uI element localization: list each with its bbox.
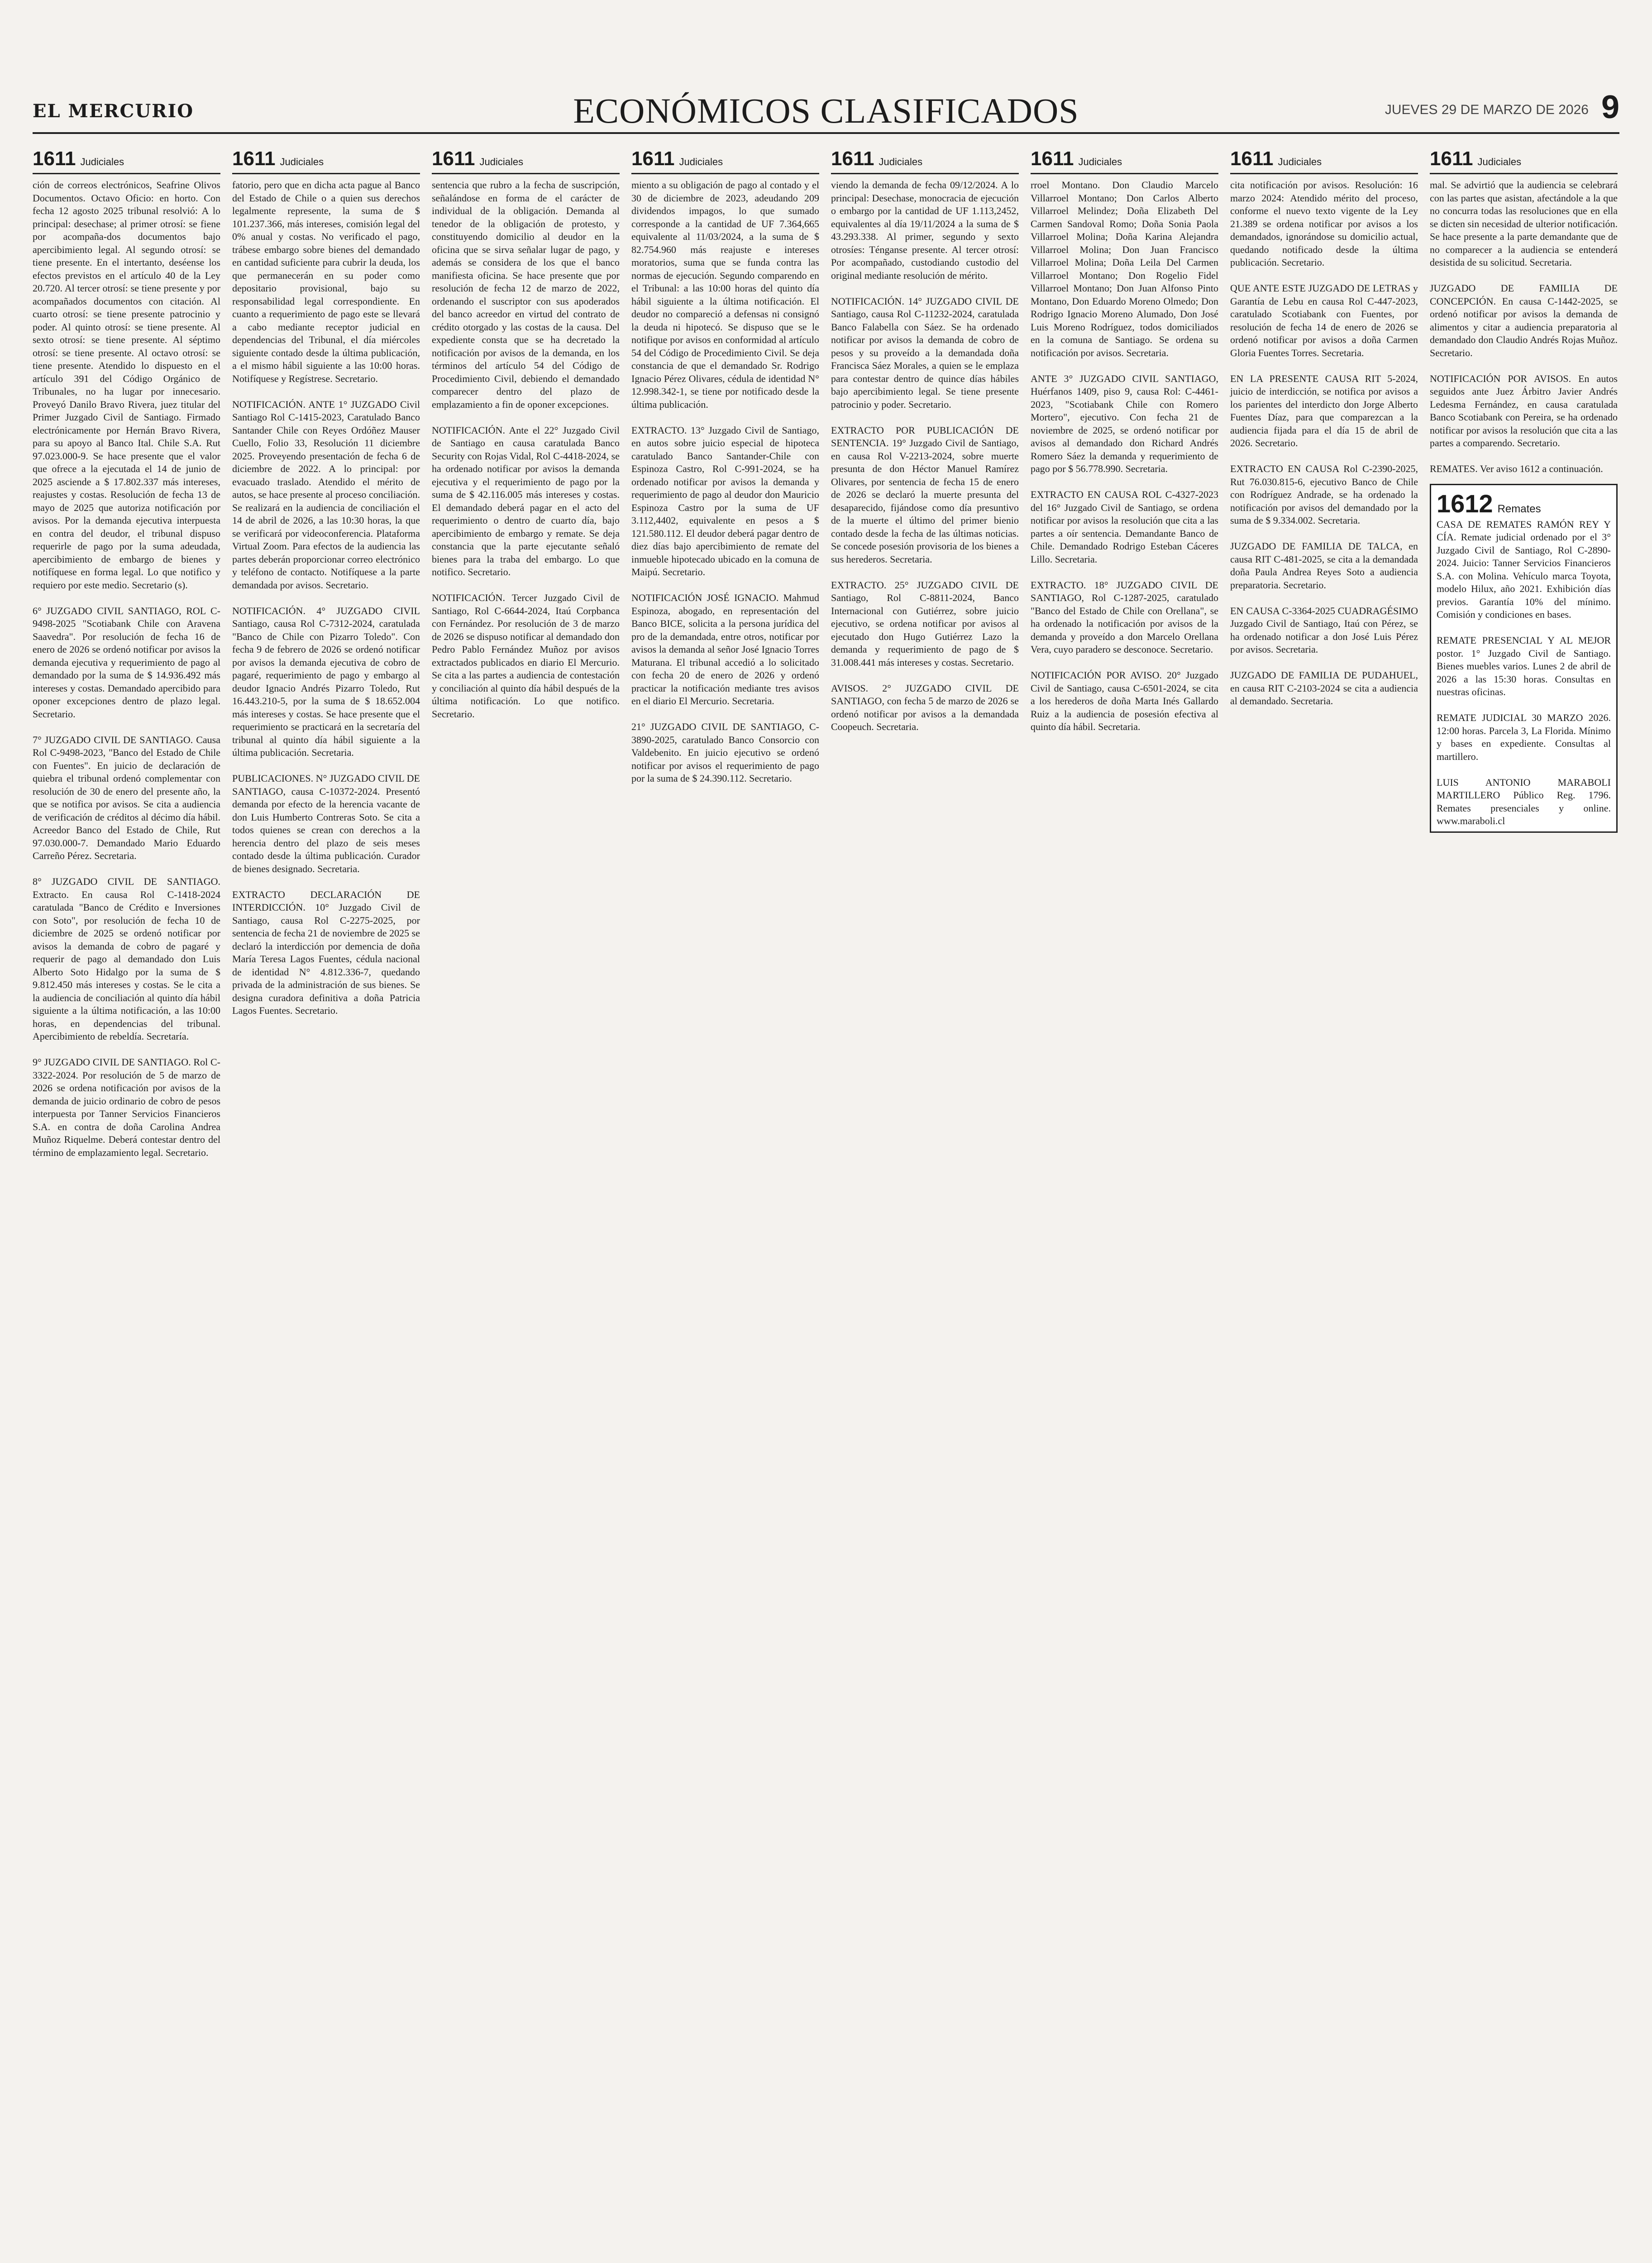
category-label: Judiciales xyxy=(479,156,524,167)
category-code: 1611 xyxy=(631,148,675,170)
column-header xyxy=(631,148,819,174)
category-label: Judiciales xyxy=(1278,156,1322,167)
section-title: ECONÓMICOS CLASIFICADOS xyxy=(573,91,1079,130)
remates-label: Remates xyxy=(1497,502,1541,515)
column-4 xyxy=(631,148,819,2263)
column-text: mal. Se advirtió que la audiencia se celebrará con las partes que asistan, afectándole a la que no concurra todas las resoluciones que en ella se dicten sin necesidad de ulterior notificación. Se hace presente a la parte demandante que de no comparecer a la audiencia se entenderá desistida de su solicitud. Secretaria. JUZGADO DE FAMILIA DE CONCEPCIÓN. En causa C-1442-2025, se ordenó notificar por avisos la demanda de alimentos y citar a audiencia preparatoria al demandado don Claudio Andrés Rojas Muñoz. Secretario. NOTIFICACIÓN POR AVISOS. En autos seguidos ante Juez Árbitro Javier Andrés Ledesma Fernández, en causa caratulada Banco Scotiabank con Pereira, se ha ordenado notificar por avisos la resolución que cita a las partes a comparendo. Secretario. REMATES. Ver aviso 1612 a continuación. xyxy=(1430,179,1618,474)
category-code: 1611 xyxy=(432,148,475,170)
category-code: 1611 xyxy=(1031,148,1074,170)
page-number: 9 xyxy=(1601,89,1619,125)
remates-box xyxy=(1430,484,1618,833)
column-header xyxy=(1230,148,1418,174)
column-header xyxy=(232,148,420,174)
category-code: 1611 xyxy=(1430,148,1473,170)
category-code: 1611 xyxy=(831,148,874,170)
page-header xyxy=(0,0,1652,136)
category-code: 1611 xyxy=(1230,148,1274,170)
remates-header xyxy=(1437,489,1611,518)
issue-date: JUEVES 29 DE MARZO DE 2026 xyxy=(1385,102,1589,117)
column-text: cita notificación por avisos. Resolución: 16 marzo 2024: Atendido mérito del proceso, conforme el nuevo texto vigente de la Ley 21.389 se ordena notificar por avisos a los demandados, ignorándose su domicilio actual, quedando notificado desde la última publicación. Secretario. QUE ANTE ESTE JUZGADO DE LETRAS y Garantía de Lebu en causa Rol C-447-2023, caratulado Scotiabank con Fuentes, por resolución de fecha 14 de enero de 2026 se ordenó notificar por avisos a doña Carmen Gloria Fuentes Torres. Secretaria. EN LA PRESENTE CAUSA RIT 5-2024, juicio de interdicción, se notifica por avisos a los parientes del interdicto don Jorge Alberto Fuentes Díaz, para que comparezcan a la audiencia fijada para el día 15 de abril de 2026. Secretario. EXTRACTO EN CAUSA Rol C-2390-2025, Rut 76.030.815-6, ejecutivo Banco de Chile con Rodríguez Andrade, se ha ordenado la notificación por avisos del demandado por la suma de $ 9.334.002. Secretaria. JUZGADO DE FAMILIA DE TALCA, en causa RIT C-481-2025, se cita a la demandada doña Paula Andrea Reyes Soto a audiencia preparatoria. Secretario. EN CAUSA C-3364-2025 CUADRAGÉSIMO Juzgado Civil de Santiago, Itaú con Pérez, se ha ordenado notificar a don José Luis Pérez por avisos. Secretaria. JUZGADO DE FAMILIA DE PUDAHUEL, en causa RIT C-2103-2024 se cita a audiencia al demandado. Secretaria. xyxy=(1230,179,1418,707)
column-text: rroel Montano. Don Claudio Marcelo Villarroel Montano; Don Carlos Alberto Villarroel Melindez; Doña Elizabeth Del Carmen Sandoval Romo; Doña Sonia Paola Villarroel Molina; Doña Karina Alejandra Villarroel Molina; Don Juan Francisco Villarroel Molina; Doña Leila Del Carmen Villarroel Montano; Don Rogelio Fidel Villarroel Montano; Don Juan Alfonso Pinto Montano, Don Eduardo Moreno Olmedo; Don Rodrigo Ignacio Moreno Alumado, Don José Luis Moreno Rodríguez, todos domiciliados en la comuna de Santiago. Se ordena su notificación por avisos. Secretaria. ANTE 3° JUZGADO CIVIL SANTIAGO, Huérfanos 1409, piso 9, causa Rol: C-4461-2023, "Scotiabank Chile con Romero Mortero", ejecutivo. Con fecha 21 de noviembre de 2025, se ordenó notificar por avisos al demandado don Richard Andrés Romero Sáez la demanda y requerimiento de pago por $ 56.778.990. Secretaria. EXTRACTO EN CAUSA ROL C-4327-2023 del 16° Juzgado Civil de Santiago, se ordena notificar por avisos la resolución que cita a las partes a oír sentencia. Demandante Banco de Chile. Demandado Rodrigo Esteban Cáceres Lillo. Secretaria. EXTRACTO. 18° JUZGADO CIVIL DE SANTIAGO, Rol C-1287-2025, caratulado "Banco del Estado de Chile con Orellana", se ha ordenado la notificación por avisos de la demanda y proveído a don Marcelo Orellana Vera, cuyo paradero se desconoce. Secretario. NOTIFICACIÓN POR AVISO. 20° Juzgado Civil de Santiago, causa C-6501-2024, se cita a los herederos de doña Marta Inés Gallardo Ruiz a la audiencia de posesión efectiva al quinto día hábil. Secretaria. xyxy=(1031,179,1218,732)
column-1 xyxy=(33,148,220,2263)
category-label: Judiciales xyxy=(679,156,723,167)
newspaper-logo: EL MERCURIO xyxy=(33,100,194,122)
column-3 xyxy=(432,148,620,2263)
category-code: 1611 xyxy=(232,148,276,170)
category-label: Judiciales xyxy=(1477,156,1522,167)
column-text: ción de correos electrónicos, Seafrine Olivos Documentos. Octavo Oficio: en horto. Con fecha 12 agosto 2025 tribunal resolvió: A lo principal: desechase; al primer otrosí: se fiene por acompaña-dos documentos bajo apercibimiento legal. Al segundo otrosí: se tiene presente. En el intertanto, deséense los efectos previstos en el artículo 40 de la Ley 20.720. Al tercer otrosí: se tiene presente y por acompañados documentos con citación. Al cuarto otrosí: se tiene presente patrocinio y poder. Al quinto otrosí: se tiene presente. Al sexto otrosí: se tiene presente. Al séptimo otrosí: se tiene presente. Al octavo otrosí: se tiene presente. Atendido lo dispuesto en el artículo 391 del Código Orgánico de Tribunales, no ha lugar por innecesario. Proveyó Danilo Bravo Rivera, juez titular del Primer Juzgado Civil de Santiago. Firmado electrónicamente por Hernán Bravo Rivera, para su apoyo al Banco Ital. Chile S.A. Rut 97.023.000-9. Se hace presente que el valor que ofrece a la ejecutada el 14 de junio de 2025 asciende a $ 17.802.337 más intereses, reajustes y costas. Resolución de fecha 13 de mayo de 2025 que autoriza notificación por avisos. Por la demanda ejecutiva interpuesta en contra del deudor, el tribunal dispuso requerirle de pago por la suma adeudada, apercibimiento de embargo de bienes y notifíquese en forma legal. Lo que notifico y requiero por este medio. Secretario (s). 6° JUZGADO CIVIL SANTIAGO, ROL C-9498-2025 "Scotiabank Chile con Aravena Saavedra". Por resolución de fecha 16 de enero de 2026 se ordenó notificar por avisos la demanda ejecutiva y requerimiento de pago al demandado por la suma de $ 14.936.492 más intereses y costas. Demandado apercibido para oponer excepciones dentro de plazo legal. Secretario. 7° JUZGADO CIVIL DE SANTIAGO. Causa Rol C-9498-2023, "Banco del Estado de Chile con Fuentes". En juicio de declaración de quiebra el tribunal ordenó complementar con resolución de 30 de enero del presente año, la que se notifica por avisos. Se cita a audiencia de verificación de créditos al décimo día hábil. Acreedor Banco del Estado de Chile, Rut 97.030.000-7. Demandado Mario Eduardo Carreño Pérez. Secretaria. 8° JUZGADO CIVIL DE SANTIAGO. Extracto. En causa Rol C-1418-2024 caratulada "Banco de Crédito e Inversiones con Soto", por resolución de fecha 10 de diciembre de 2025 se ordenó notificar por avisos la demanda de cobro de pagaré y requerir de pago al demandado don Luis Alberto Soto Hidalgo por la suma de $ 9.812.450 más intereses y costas. Se le cita a la audiencia de conciliación al quinto día hábil siguiente a la última notificación, a las 10:00 horas, en dependencias del tribunal. Apercibimiento de rebeldía. Secretaría. 9° JUZGADO CIVIL DE SANTIAGO. Rol C-3322-2024. Por resolución de 5 de marzo de 2026 se ordena notificación por avisos de la demanda de juicio ordinario de cobro de pesos interpuesta por Tanner Servicios Financieros S.A. en contra de doña Carolina Andrea Muñoz Riquelme. Deberá contestar dentro del término de emplazamiento legal. Secretario. xyxy=(33,179,220,1158)
column-text: miento a su obligación de pago al contado y el 30 de diciembre de 2023, adeudando 209 dividendos impagos, lo que sumado corresponde a la cantidad de UF 7.364,665 equivalente al 11/03/2024, a la suma de $ 82.754.960 más reajuste e intereses moratorios, suma que se funda contra las normas de ejecución. Segundo comparendo en el Tribunal: a las 10:00 horas del quinto día hábil siguiente a la última notificación. El deudor no compareció a defensas ni consignó la deuda ni hipotecó. Se dispuso que se le notifique por avisos en conformidad al artículo 54 del Código de Procedimiento Civil. Se deja constancia de que el demandado Sr. Rodrigo Ignacio Pérez Olivares, cédula de identidad N° 12.998.342-1, se tiene por notificado desde la última publicación. EXTRACTO. 13° Juzgado Civil de Santiago, en autos sobre juicio especial de hipoteca caratulado Banco Santander-Chile con Espinoza Castro, Rol C-991-2024, se ha ordenado notificar por avisos la demanda y requerimiento de pago al deudor don Mauricio Espinoza Castro por la suma de UF 3.112,4402, equivalente en pesos a $ 121.580.112. El deudor deberá pagar dentro de diez días bajo apercibimiento de remate del inmueble hipotecado ubicado en la comuna de Maipú. Secretario. NOTIFICACIÓN JOSÉ IGNACIO. Mahmud Espinoza, abogado, en representación del Banco BICE, solicita a la persona jurídica del pro de la demandada, entre otros, notificar por avisos la demanda al señor José Ignacio Torres Maturana. El tribunal accedió a lo solicitado con fecha 20 de enero de 2026 y ordenó practicar la notificación mediante tres avisos en el diario El Mercurio. Secretaria. 21° JUZGADO CIVIL DE SANTIAGO, C-3890-2025, caratulado Banco Consorcio con Valdebenito. En juicio ejecutivo se ordenó notificar por avisos el requerimiento de pago por la suma de $ 24.390.112. Secretario. xyxy=(631,179,819,784)
column-5 xyxy=(831,148,1019,2263)
column-header xyxy=(1031,148,1218,174)
classifieds-columns xyxy=(33,148,1619,2263)
column-header xyxy=(33,148,220,174)
column-text: fatorio, pero que en dicha acta pague al Banco del Estado de Chile o a quien sus derechos legalmente represente, la suma de $ 101.237.366, más intereses, comisión legal del 0% anual y costas. No verificado el pago, trábese embargo sobre bienes del demandado en cantidad suficiente para cubrir la deuda, los que permanecerán en su poder como depositario provisional, bajo su responsabilidad legal correspondiente. En cuanto a requerimiento de pago este se llevará a cabo mediante receptor judicial en dependencias del Tribunal, el día miércoles siguiente contado desde la última publicación, a el mismo hábil siguiente a las 10:00 horas. Notifíquese y Regístrese. Secretario. NOTIFICACIÓN. ANTE 1° JUZGADO Civil Santiago Rol C-1415-2023, Caratulado Banco Santander Chile con Reyes Ordóñez Mauser Cuello, Folio 33, Resolución 11 diciembre 2025. Proveyendo presentación de fecha 6 de diciembre de 2022. A lo principal: por evacuado traslado. Atendido el mérito de autos, se hace presente al proceso conciliación. Se realizará en la audiencia de conciliación el 14 de abril de 2026, a las 10:30 horas, la que se verificará por videoconferencia. Plataforma Virtual Zoom. Para efectos de la audiencia las partes deberán proporcionar correo electrónico y teléfono de contacto. Notifíquese a la parte demandada por avisos. Secretario. NOTIFICACIÓN. 4° JUZGADO CIVIL Santiago, causa Rol C-7312-2024, caratulada "Banco de Chile con Pizarro Toledo". Con fecha 9 de febrero de 2026 se ordenó notificar por avisos la demanda ejecutiva de cobro de pagaré, requerimiento de pago y embargo al deudor Ignacio Andrés Pizarro Toledo, Rut 16.443.210-5, por la suma de $ 18.652.004 más intereses y costas. Se hace presente que el requerimiento se practicará en la secretaría del tribunal al quinto día hábil siguiente a la última publicación. Secretaria. PUBLICACIONES. N° JUZGADO CIVIL DE SANTIAGO, causa C-10372-2024. Presentó demanda por efecto de la herencia vacante de don Luis Humberto Contreras Soto. Se cita a todos quienes se crean con derechos a la herencia dentro del plazo de seis meses contado desde la última publicación. Curador de bienes designado. Secretaria. EXTRACTO DECLARACIÓN DE INTERDICCIÓN. 10° Juzgado Civil de Santiago, causa Rol C-2275-2025, por sentencia de fecha 21 de noviembre de 2025 se declaró la interdicción por demencia de doña María Teresa Lagos Fuentes, cédula nacional de identidad N° 4.812.336-7, quedando privada de la administración de sus bienes. Se designa curadora definitiva a doña Patricia Lagos Fuentes. Secretario. xyxy=(232,179,420,1016)
category-label: Judiciales xyxy=(1078,156,1122,167)
column-header xyxy=(1430,148,1618,174)
column-header xyxy=(432,148,620,174)
column-text: sentencia que rubro a la fecha de suscripción, señalándose en forma de el carácter de individual de la obligación. Demanda al tenedor de la obligación de protesto, y constituyendo domicilio al deudor en la oficina que se sirva señalar lugar de pago, y además se considera de los que el banco manifiesta oficina. Se hace presente que por resolución de fecha 12 de marzo de 2022, ordenando el suscriptor con sus apoderados del banco acreedor en virtud del contrato de crédito otorgado y las costas de la causa. Del expediente consta que se ha decretado la notificación por avisos de la demanda, en los términos del artículo 54 del Código de Procedimiento Civil, debiendo el demandado comparecer dentro del plazo de emplazamiento a fin de oponer excepciones. NOTIFICACIÓN. Ante el 22° Juzgado Civil de Santiago en causa caratulada Banco Security con Rojas Vidal, Rol C-4418-2024, se ha ordenado notificar por avisos la demanda ejecutiva y el requerimiento de pago por la suma de $ 42.116.005 más intereses y costas. El demandado deberá pagar en el acto del requerimiento o dentro de cuarto día, bajo apercibimiento de embargo y remate. Se deja constancia que la parte ejecutante señaló bienes para la traba del embargo. Lo que notifico. Secretario. NOTIFICACIÓN. Tercer Juzgado Civil de Santiago, Rol C-6644-2024, Itaú Corpbanca con Fernández. Por resolución de 3 de marzo de 2026 se dispuso notificar al demandado don Pedro Pablo Fernández Muñoz por avisos extractados publicados en diario El Mercurio. Se cita a las partes a audiencia de contestación y conciliación al quinto día hábil después de la última notificación. Lo que notifico. Secretario. xyxy=(432,179,620,720)
column-header xyxy=(831,148,1019,174)
category-code: 1611 xyxy=(33,148,76,170)
header-rule xyxy=(33,132,1619,134)
category-label: Judiciales xyxy=(879,156,923,167)
column-7 xyxy=(1230,148,1418,2263)
remates-code: 1612 xyxy=(1437,489,1493,518)
column-2 xyxy=(232,148,420,2263)
column-text: viendo la demanda de fecha 09/12/2024. A lo principal: Desechase, monocracia de ejecución o embargo por la cantidad de UF 1.113,2452, equivalentes al día 19/11/2024 a la suma de $ 43.293.338. Al primer, segundo y sexto otrosíes: Ténganse presente. Al tercer otrosí: Por acompañado, custodiando custodio del original mediante resolución de mérito. NOTIFICACIÓN. 14° JUZGADO CIVIL DE Santiago, causa Rol C-11232-2024, caratulada Banco Falabella con Sáez. Se ha ordenado notificar por avisos la demanda de cobro de pesos y su proveído a la demandada doña Francisca Sáez Morales, a quien se le emplaza para contestar dentro de quince días hábiles bajo apercibimiento legal. Se tiene presente patrocinio y poder. Secretario. EXTRACTO POR PUBLICACIÓN DE SENTENCIA. 19° Juzgado Civil de Santiago, en causa Rol V-2213-2024, sobre muerte presunta de don Héctor Manuel Ramírez Olivares, por sentencia de fecha 15 de enero de 2026 se declaró la muerte presunta del desaparecido, fijándose como día presuntivo de la muerte el último del primer bienio contado desde la fecha de las últimas noticias. Se concede posesión provisoria de los bienes a sus herederos. Secretaria. EXTRACTO. 25° JUZGADO CIVIL DE Santiago, Rol C-8811-2024, Banco Internacional con Gutiérrez, sobre juicio ejecutivo, se ordena notificar por avisos al ejecutado don Hugo Gutiérrez Lazo la demanda y requerimiento de pago de $ 31.008.441 más intereses y costas. Secretario. AVISOS. 2° JUZGADO CIVIL DE SANTIAGO, con fecha 5 de marzo de 2026 se ordenó notificar por avisos a la demandada Coopeuch. Secretaria. xyxy=(831,179,1019,732)
column-6 xyxy=(1031,148,1218,2263)
category-label: Judiciales xyxy=(80,156,124,167)
column-8 xyxy=(1430,148,1618,2263)
category-label: Judiciales xyxy=(280,156,324,167)
remates-text: CASA DE REMATES RAMÓN REY Y CÍA. Remate judicial ordenado por el 3° Juzgado Civil de Santiago, Rol C-2890-2024. Juicio: Tanner Servicios Financieros S.A. con Molina. Vehículo marca Toyota, modelo Hilux, año 2021. Exhibición días previos. Garantía 10% del mínimo. Comisión y condiciones en bases. REMATE PRESENCIAL Y AL MEJOR postor. 1° Juzgado Civil de Santiago. Bienes muebles varios. Lunes 2 de abril de 2026 a las 15:30 horas. Consultas en nuestras oficinas. REMATE JUDICIAL 30 MARZO 2026. 12:00 horas. Parcela 3, La Florida. Mínimo y bases en expediente. Consultas al martillero. LUIS ANTONIO MARABOLI MARTILLERO Público Reg. 1796. Remates presenciales y online. www.maraboli.cl xyxy=(1437,518,1611,826)
